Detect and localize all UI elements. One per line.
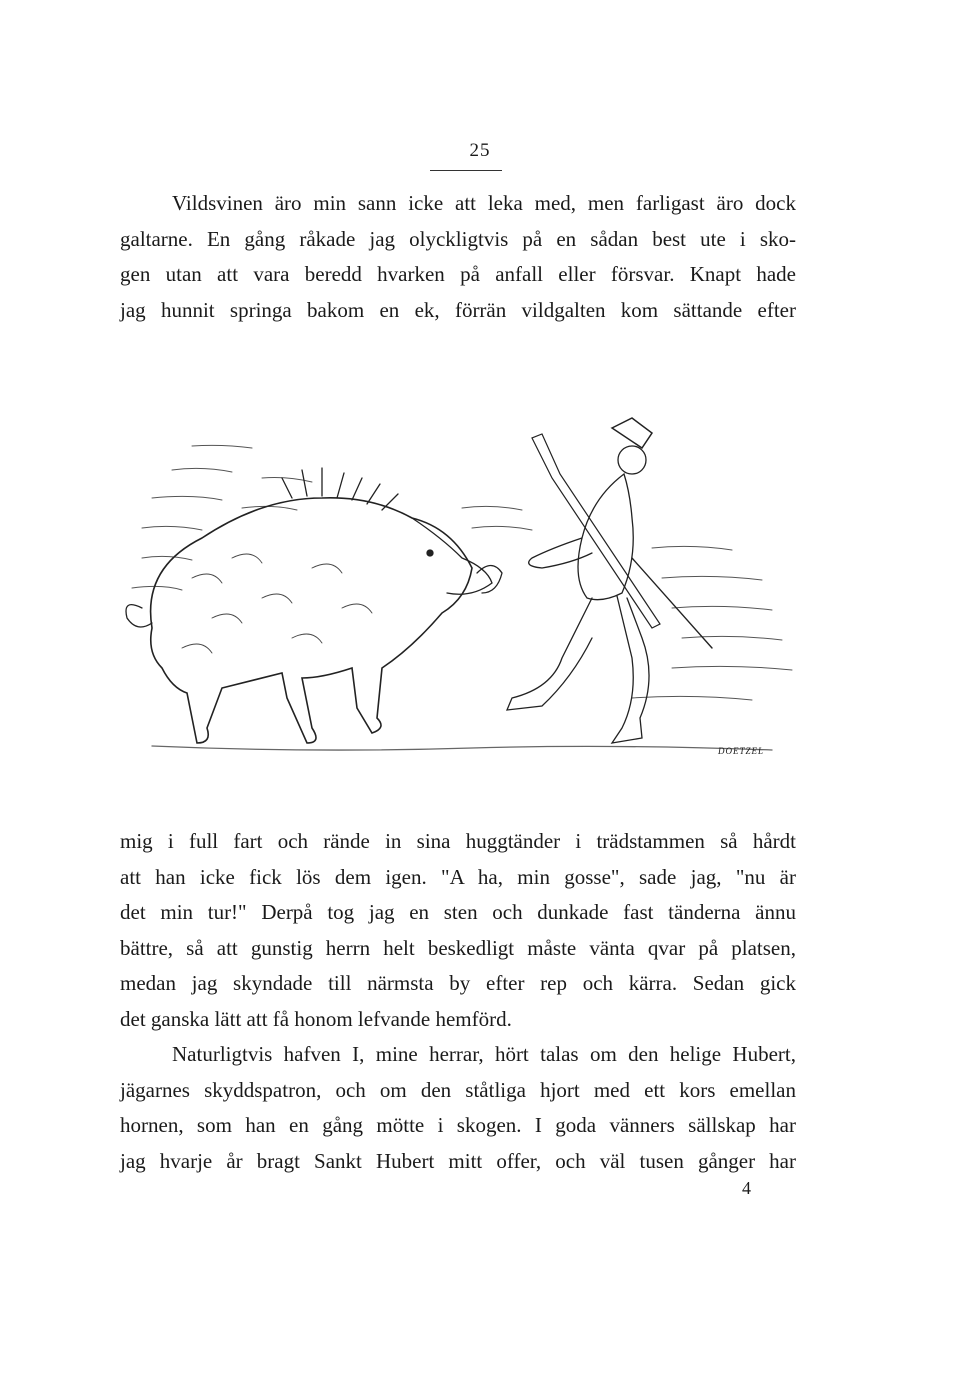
text-line: jag hvarje år bragt Sankt Hubert mitt offer, och väl tusen gånger har [120,1148,796,1173]
page-number-rule [430,170,502,171]
text-line: Naturligtvis hafven I, mine herrar, hört talas om den helige Hubert, [172,1042,796,1066]
text-line: att han icke fick lös dem igen. "A ha, min gosse", sade jag, "nu är [120,864,796,889]
boar-hunter-illustration [112,398,812,778]
text-line: det ganska lätt att få honom lefvande hemförd. [120,1006,512,1031]
paragraph-1 [120,186,796,328]
text-line: jägarnes skyddspatron, och om den ståtliga hjort med ett kors emellan [120,1077,796,1102]
paragraph-3 [120,1037,796,1179]
page-number: 25 [469,140,491,161]
text-line: mig i full fart och rände in sina huggtänder i trädstammen så hårdt [120,829,796,853]
text-line: bättre, så att gunstig herrn helt beskedligt måste vänta qvar på platsen, [120,935,796,960]
signature-mark: 4 [742,1178,751,1198]
text-line: medan jag skyndade till närmsta by efter rep och kärra. Sedan gick [120,971,796,995]
text-line: galtarne. En gång råkade jag olyckligtvis på en sådan best ute i sko- [120,226,796,251]
text-line: hornen, som han en gång mötte i skogen. I goda vänners sällskap har [120,1113,796,1137]
text-line: Vildsvinen äro min sann icke att leka med, men farligast äro dock [172,191,796,215]
artist-signature: DOETZEL [718,746,765,756]
text-line: jag hunnit springa bakom en ek, förrän vildgalten kom sättande efter [120,297,796,322]
text-line: det min tur!" Derpå tog jag en sten och dunkade fast tänderna ännu [120,900,796,924]
text-line: gen utan att vara beredd hvarken på anfall eller försvar. Knapt hade [120,262,796,286]
paragraph-2 [120,824,796,1037]
